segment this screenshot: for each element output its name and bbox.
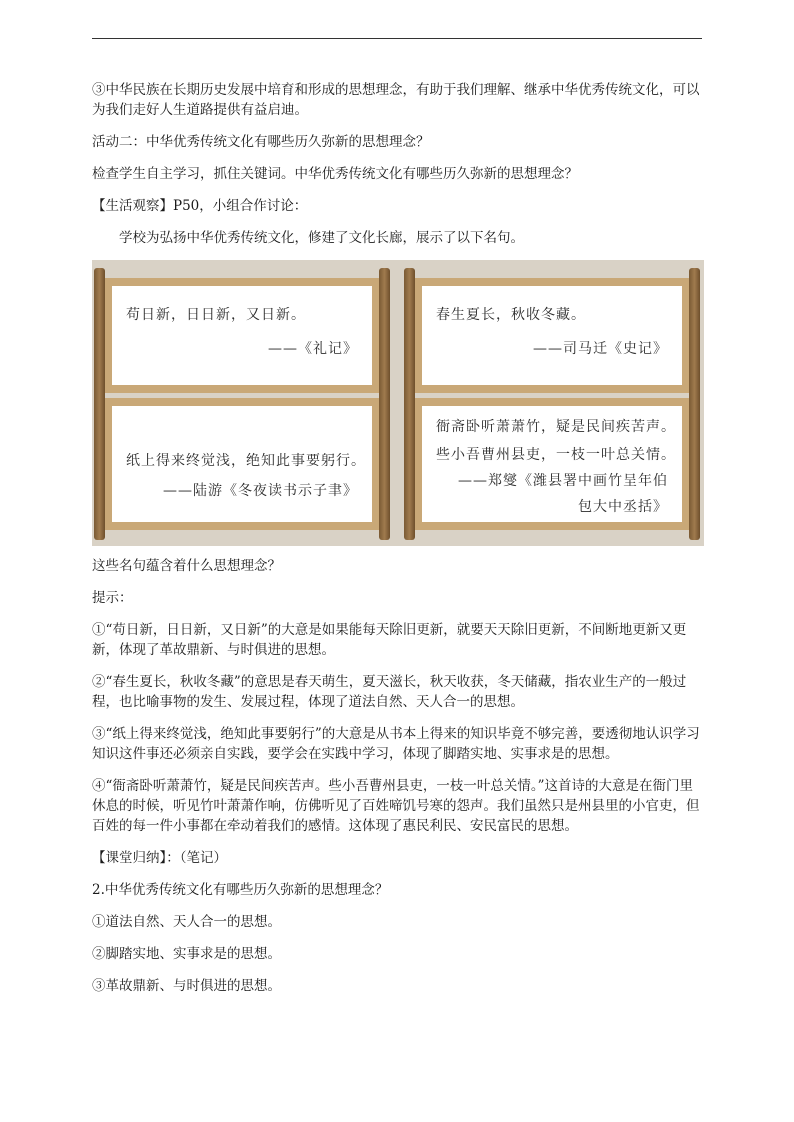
scroll-quote: 纸上得来终觉浅，绝知此事要躬行。 xyxy=(126,453,366,469)
scroll-quote-line-2: 些小吾曹州县吏，一枝一叶总关情。 xyxy=(436,447,676,463)
scroll-quote: 春生夏长，秋收冬藏。 xyxy=(436,307,586,323)
scroll-source-line-1: ——郑燮《潍县署中画竹呈年伯 xyxy=(458,473,668,489)
scroll-quote: 苟日新，日日新，又日新。 xyxy=(126,307,306,323)
summary-question: 2.中华优秀传统文化有哪些历久弥新的思想理念？ xyxy=(92,882,389,898)
summary-answer-1: ①道法自然、天人合一的思想。 xyxy=(92,914,281,930)
hint-2: ②“春生夏长，秋收冬藏”的意思是春天萌生，夏天滋长，秋天收获，冬天储藏，指农业生产的一般过程，也比喻事物的发生、发展过程，体现了道法自然、天人合一的思想。 xyxy=(92,674,687,710)
life-observation-label: 【生活观察】P50，小组合作讨论： xyxy=(92,198,308,214)
intro-text: 学校为弘扬中华优秀传统文化，修建了文化长廊，展示了以下名句。 xyxy=(119,230,524,246)
scroll-source: ——陆游《冬夜读书示子聿》 xyxy=(163,483,358,499)
hint-3: ③“纸上得来终觉浅，绝知此事要躬行”的大意是从书本上得来的知识毕竟不够完善，要透彻地认识学习知识这件事还必须亲自实践，要学会在实践中学习，体现了脚踏实地、实事求是的思想。 xyxy=(92,726,700,762)
scroll-shiji xyxy=(404,268,700,403)
scroll-source-line-2: 包大中丞括》 xyxy=(578,499,668,515)
question-text: 这些名句蕴含着什么思想理念？ xyxy=(92,558,281,574)
scroll-zhengxie xyxy=(404,388,700,540)
check-instruction: 检查学生自主学习，抓住关键词。中华优秀传统文化有哪些历久弥新的思想理念？ xyxy=(92,166,578,182)
scroll-quote-line-1: 衙斋卧听萧萧竹，疑是民间疾苦声。 xyxy=(436,419,676,435)
quote-scrolls-figure xyxy=(92,260,704,546)
summary-answer-3: ③革故鼎新、与时俱进的思想。 xyxy=(92,978,281,994)
header-rule xyxy=(92,38,702,39)
summary-answer-2: ②脚踏实地、实事求是的思想。 xyxy=(92,946,281,962)
scroll-luyou xyxy=(94,388,390,540)
document-body xyxy=(92,80,704,1008)
scroll-source: ——司马迁《史记》 xyxy=(533,341,668,357)
scroll-liji xyxy=(94,268,390,403)
activity-two-heading: 活动二：中华优秀传统文化有哪些历久弥新的思想理念？ xyxy=(92,134,430,150)
paragraph-point-3: ③中华民族在长期历史发展中培育和形成的思想理念，有助于我们理解、继承中华优秀传统文化，可以为我们走好人生道路提供有益启迪。 xyxy=(92,82,700,118)
hint-1: ①“苟日新，日日新，又日新”的大意是如果能每天除旧更新，就要天天除旧更新，不间断地更新又更新，体现了革故鼎新、与时俱进的思想。 xyxy=(92,622,687,658)
summary-label: 【课堂归纳】：（笔记） xyxy=(92,850,227,866)
hint-4: ④“衙斋卧听萧萧竹，疑是民间疾苦声。些小吾曹州县吏，一枝一叶总关情。”这首诗的大意是在衙门里休息的时候，听见竹叶萧萧作响，仿佛听见了百姓啼饥号寒的怨声。我们虽然只是州县里的小官吏，但百姓的每一件小事都在牵动着我们的感情。这体现了惠民利民、安民富民的思想。 xyxy=(92,778,700,834)
hint-label: 提示： xyxy=(92,590,133,606)
scroll-source: ——《礼记》 xyxy=(268,341,358,357)
